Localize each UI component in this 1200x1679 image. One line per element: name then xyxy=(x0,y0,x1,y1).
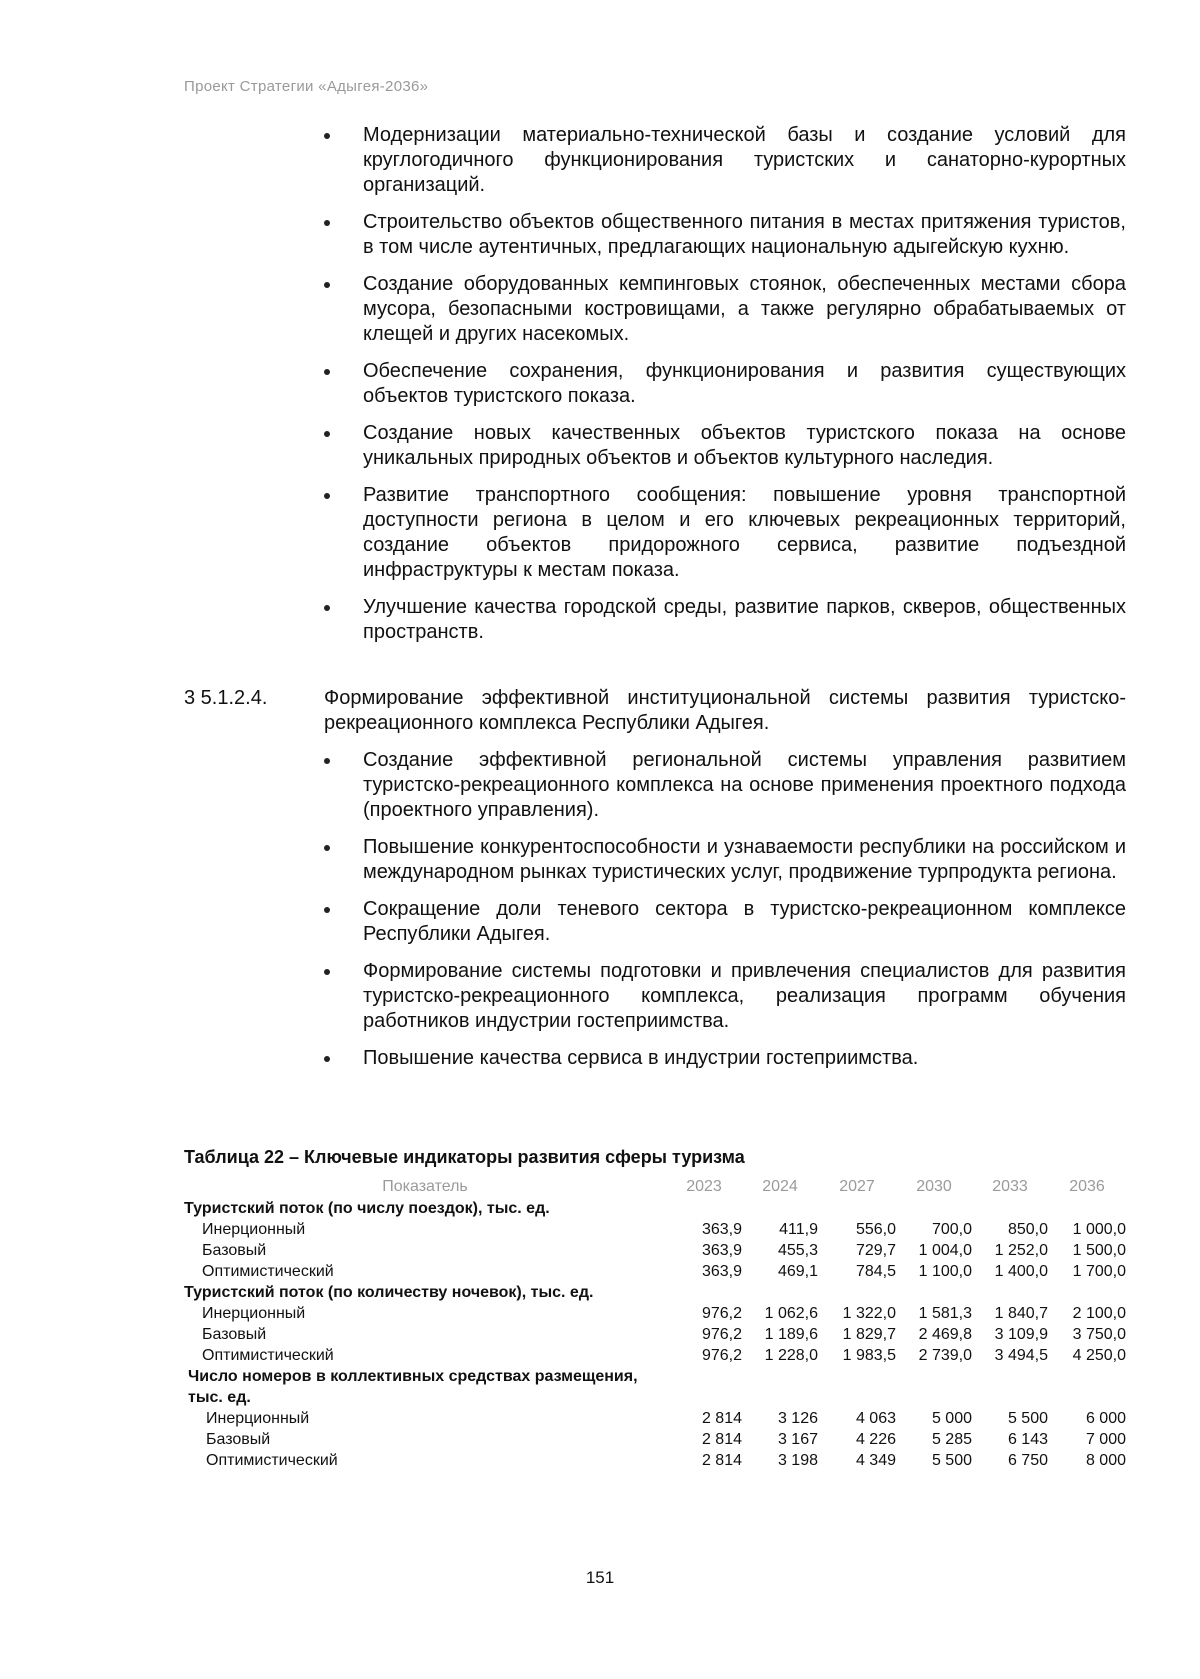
column-header-year: 2027 xyxy=(839,1177,875,1195)
table-cell: 1 189,6 xyxy=(764,1326,818,1343)
bullet-icon xyxy=(324,133,330,139)
bullet-icon xyxy=(324,605,330,611)
row-label: Инерционный xyxy=(202,1305,306,1322)
table-cell: 976,2 xyxy=(701,1326,742,1343)
table-cell: 1 983,5 xyxy=(842,1347,896,1364)
row-label: Базовый xyxy=(202,1326,267,1343)
table-row xyxy=(184,1429,1126,1450)
indicators-table xyxy=(184,1174,1126,1471)
table-row xyxy=(184,1345,1126,1366)
list-item xyxy=(318,1046,1126,1071)
group-title: Туристский поток (по количеству ночевок), тыс. ед. xyxy=(184,1284,594,1301)
table-row xyxy=(184,1450,1126,1471)
table-row xyxy=(184,1240,1126,1261)
list-item-text: Развитие транспортного сообщения: повышение уровня транспортной доступности региона в целом и его ключевых рекреационных территорий, создание объектов придорожного сервиса, развитие подъездной инфраструктуры к местам показа. xyxy=(363,484,1126,581)
table-cell: 1 228,0 xyxy=(764,1347,818,1364)
list-item-text: Повышение конкурентоспособности и узнаваемости республики на российском и международном рынках туристических услуг, продвижение турпродукта региона. xyxy=(363,836,1126,883)
table-cell: 850,0 xyxy=(1007,1221,1048,1238)
list-item-text: Сокращение доли теневого сектора в туристско-рекреационном комплексе Республики Адыгея. xyxy=(363,898,1126,945)
table-cell: 5 285 xyxy=(931,1431,972,1448)
list-item xyxy=(318,421,1126,471)
bullet-icon xyxy=(324,758,330,764)
table-cell: 1 100,0 xyxy=(918,1263,972,1280)
table-cell: 4 250,0 xyxy=(1072,1347,1126,1364)
table-cell: 3 109,9 xyxy=(994,1326,1048,1343)
column-header-year: 2024 xyxy=(762,1177,798,1195)
table-cell: 1 004,0 xyxy=(918,1242,972,1259)
table-cell: 1 581,3 xyxy=(918,1305,972,1322)
table-cell: 1 829,7 xyxy=(842,1326,896,1343)
table-cell: 1 322,0 xyxy=(842,1305,896,1322)
table-cell: 784,5 xyxy=(855,1263,896,1280)
list-item-text: Строительство объектов общественного питания в местах притяжения туристов, в том числе аутентичных, предлагающих национальную адыгейскую кухню. xyxy=(363,211,1126,258)
table-cell: 6 143 xyxy=(1007,1431,1048,1448)
list-item xyxy=(318,483,1126,583)
table-cell: 4 063 xyxy=(855,1410,896,1427)
table-cell: 976,2 xyxy=(701,1305,742,1322)
table-group-row xyxy=(184,1282,1126,1303)
bullet-icon xyxy=(324,282,330,288)
bullet-icon xyxy=(324,220,330,226)
list-item xyxy=(318,835,1126,885)
group-title: Туристский поток (по числу поездок), тыс. ед. xyxy=(184,1200,550,1217)
column-header-year: 2023 xyxy=(686,1177,722,1195)
table-cell: 3 167 xyxy=(777,1431,818,1448)
table-row xyxy=(184,1219,1126,1240)
row-label: Базовый xyxy=(202,1242,267,1259)
row-label: Базовый xyxy=(206,1431,271,1448)
column-header-year: 2036 xyxy=(1069,1177,1105,1195)
table-cell: 363,9 xyxy=(701,1221,742,1238)
bullet-icon xyxy=(324,493,330,499)
list-item xyxy=(318,748,1126,823)
list-item-text: Улучшение качества городской среды, развитие парков, скверов, общественных пространств. xyxy=(363,596,1126,643)
table-cell: 2 814 xyxy=(701,1431,742,1448)
table-row xyxy=(184,1408,1126,1429)
page-number: 151 xyxy=(585,1568,615,1587)
list-item-text: Повышение качества сервиса в индустрии гостеприимства. xyxy=(363,1047,919,1069)
column-header-indicator: Показатель xyxy=(382,1177,468,1195)
bullet-icon xyxy=(324,431,330,437)
table-cell: 976,2 xyxy=(701,1347,742,1364)
table-cell: 3 494,5 xyxy=(994,1347,1048,1364)
list-item-text: Модернизации материально-технической базы и создание условий для круглогодичного функционирования туристских и санаторно-курортных организаций. xyxy=(363,124,1126,196)
table-header-row xyxy=(184,1174,1126,1198)
table-cell: 8 000 xyxy=(1085,1452,1126,1469)
subsection-heading xyxy=(184,686,1126,736)
table-cell: 5 500 xyxy=(1007,1410,1048,1427)
row-label: Инерционный xyxy=(206,1410,310,1427)
table-cell: 729,7 xyxy=(855,1242,896,1259)
table-cell: 363,9 xyxy=(701,1242,742,1259)
table-cell: 363,9 xyxy=(701,1263,742,1280)
table-cell: 1 400,0 xyxy=(994,1263,1048,1280)
table-cell: 2 814 xyxy=(701,1410,742,1427)
table-cell: 6 750 xyxy=(1007,1452,1048,1469)
row-label: Оптимистический xyxy=(206,1452,338,1469)
table-group-row xyxy=(184,1366,1126,1408)
table-cell: 4 349 xyxy=(855,1452,896,1469)
list-item-text: Создание оборудованных кемпинговых стоянок, обеспеченных местами сбора мусора, безопасными костровищами, а также регулярно обрабатываемых от клещей и других насекомых. xyxy=(363,273,1126,345)
table-cell: 1 700,0 xyxy=(1072,1263,1126,1280)
empty-cell xyxy=(666,1366,1126,1408)
list-item xyxy=(318,959,1126,1034)
table-group-row xyxy=(184,1198,1126,1219)
table-cell: 1 840,7 xyxy=(994,1305,1048,1322)
table-cell: 5 000 xyxy=(931,1410,972,1427)
column-header-year: 2033 xyxy=(992,1177,1028,1195)
table-cell: 2 814 xyxy=(701,1452,742,1469)
table-cell: 1 500,0 xyxy=(1072,1242,1126,1259)
table-cell: 6 000 xyxy=(1085,1410,1126,1427)
list-item-text: Создание эффективной региональной системы управления развитием туристско-рекреационного комплекса на основе применения проектного подхода (проектного управления). xyxy=(363,749,1126,821)
table-cell: 411,9 xyxy=(779,1221,818,1238)
row-label: Оптимистический xyxy=(202,1263,334,1280)
bullet-icon xyxy=(324,845,330,851)
table-cell: 3 198 xyxy=(777,1452,818,1469)
table-cell: 1 000,0 xyxy=(1072,1221,1126,1238)
bullet-list-infrastructure xyxy=(318,123,1126,657)
table-cell: 1 062,6 xyxy=(764,1305,818,1322)
table-cell: 5 500 xyxy=(931,1452,972,1469)
list-item-text: Формирование системы подготовки и привлечения специалистов для развития туристско-рекреационного комплекса, реализация программ обучения работников индустрии гостеприимства. xyxy=(363,960,1126,1032)
subsection-text: Формирование эффективной институциональной системы развития туристско-рекреационного комплекса Республики Адыгея. xyxy=(324,687,1126,734)
row-label: Инерционный xyxy=(202,1221,306,1238)
subsection-number: 3 5.1.2.4. xyxy=(184,687,268,709)
list-item xyxy=(318,123,1126,198)
table-cell: 1 252,0 xyxy=(994,1242,1048,1259)
table-cell: 2 469,8 xyxy=(918,1326,972,1343)
list-item-text: Обеспечение сохранения, функционирования и развития существующих объектов туристского показа. xyxy=(363,360,1126,407)
list-item xyxy=(318,359,1126,409)
column-header-year: 2030 xyxy=(916,1177,952,1195)
table-cell: 2 739,0 xyxy=(918,1347,972,1364)
bullet-icon xyxy=(324,907,330,913)
running-header: Проект Стратегии «Адыгея-2036» xyxy=(184,78,429,95)
table-cell: 700,0 xyxy=(931,1221,972,1238)
table-cell: 469,1 xyxy=(777,1263,818,1280)
table-cell: 3 750,0 xyxy=(1072,1326,1126,1343)
table-cell: 556,0 xyxy=(855,1221,896,1238)
table-row xyxy=(184,1324,1126,1345)
bullet-list-institutional xyxy=(318,748,1126,1083)
bullet-icon xyxy=(324,369,330,375)
table-caption: Таблица 22 – Ключевые индикаторы развития сферы туризма xyxy=(184,1147,745,1167)
list-item xyxy=(318,595,1126,645)
table-cell: 4 226 xyxy=(855,1431,896,1448)
table-row xyxy=(184,1303,1126,1324)
list-item-text: Создание новых качественных объектов туристского показа на основе уникальных природных объектов и объектов культурного наследия. xyxy=(363,422,1126,469)
table-cell: 3 126 xyxy=(777,1410,818,1427)
list-item xyxy=(318,897,1126,947)
group-title: Число номеров в коллективных средствах размещения, тыс. ед. xyxy=(188,1368,638,1406)
table-row xyxy=(184,1261,1126,1282)
list-item xyxy=(318,272,1126,347)
row-label: Оптимистический xyxy=(202,1347,334,1364)
table-cell: 2 100,0 xyxy=(1072,1305,1126,1322)
table-cell: 455,3 xyxy=(777,1242,818,1259)
bullet-icon xyxy=(324,969,330,975)
table-cell: 7 000 xyxy=(1085,1431,1126,1448)
bullet-icon xyxy=(324,1056,330,1062)
list-item xyxy=(318,210,1126,260)
